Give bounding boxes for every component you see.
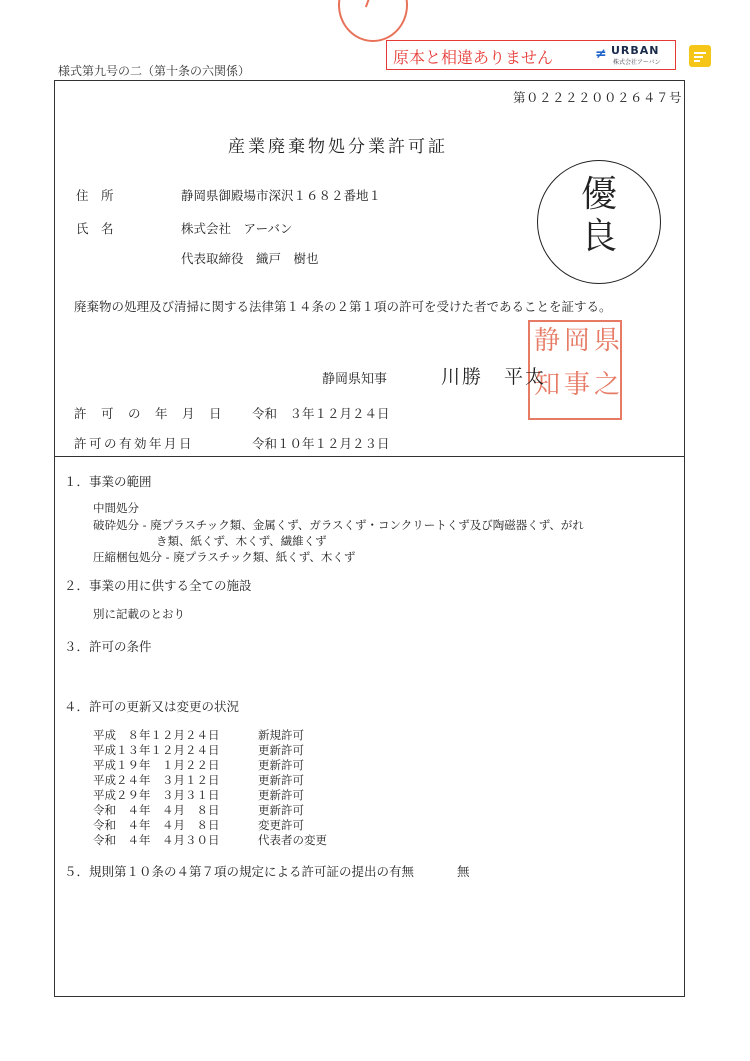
history-date: 令和 ４年 ４月 ８日 (93, 818, 220, 832)
urban-logo (595, 44, 673, 66)
section-1-line: 圧縮梱包処分 - 廃プラスチック類、紙くず、木くず (93, 550, 356, 564)
history-event: 更新許可 (258, 788, 304, 802)
seal-char-2: 良 (580, 216, 617, 257)
red-seal-char: 知 (534, 370, 561, 400)
address-label: 住 所 (76, 188, 114, 203)
history-date: 平成 ８年１２月２４日 (93, 728, 220, 742)
red-seal-char: 事 (564, 370, 591, 400)
company-name: 株式会社 アーバン (181, 221, 293, 236)
history-event: 更新許可 (258, 758, 304, 772)
logo-text: URBAN (611, 44, 660, 57)
history-date: 平成２９年 ３月３１日 (93, 788, 220, 802)
representative: 代表取締役 織戸 樹也 (181, 251, 319, 266)
divider (54, 456, 685, 457)
form-label: 様式第九号の二（第十条の六関係） (58, 64, 251, 78)
section-1-heading: １．事業の範囲 (64, 474, 152, 489)
name-label: 氏 名 (76, 221, 114, 236)
valid-date: 令和１０年１２月２３日 (252, 436, 390, 451)
permit-date: 令和 ３年１２月２４日 (252, 406, 390, 421)
copy-certification-stamp (386, 40, 676, 70)
history-date: 平成２４年 ３月１２日 (93, 773, 220, 787)
logo-subtext: 株式会社アーバン (613, 59, 661, 66)
history-date: 令和 ４年 ４月３０日 (93, 833, 220, 847)
history-date: 平成１９年 １月２２日 (93, 758, 220, 772)
history-event: 新規許可 (258, 728, 304, 742)
history-date: 平成１３年１２月２４日 (93, 743, 220, 757)
valid-date-label: 許可の有効年月日 (74, 436, 195, 451)
red-seal-char: 県 (594, 326, 621, 356)
history-event: 更新許可 (258, 743, 304, 757)
section-3-heading: ３．許可の条件 (64, 639, 152, 654)
section-1-line: 破砕処分 - 廃プラスチック類、金属くず、ガラスくず・コンクリートくず及び陶磁器くず、がれ (93, 518, 584, 532)
red-seal-char: 岡 (564, 326, 591, 356)
note-icon[interactable] (689, 45, 711, 67)
section-5-value: 無 (457, 864, 470, 879)
section-4-heading: ４．許可の更新又は変更の状況 (64, 699, 240, 714)
section-2-body: 別に記載のとおり (93, 607, 185, 621)
page-title: 産業廃棄物処分業許可証 (228, 137, 448, 157)
section-1-line: き類、紙くず、木くず、繊維くず (156, 534, 327, 548)
certification-statement: 廃棄物の処理及び清掃に関する法律第１４条の２第１項の許可を受けた者であることを証する。 (74, 299, 612, 314)
red-seal-char: 静 (534, 326, 561, 356)
section-2-heading: ２．事業の用に供する全ての施設 (64, 578, 252, 593)
copy-stamp-text: 原本と相違ありません (393, 48, 554, 67)
certificate-number: 第０２２２２００２６４７号 (512, 90, 682, 105)
permit-date-label: 許 可 の 年 月 日 (74, 406, 223, 421)
issuer-office: 静岡県知事 (322, 372, 388, 387)
history-event: 変更許可 (258, 818, 304, 832)
history-event: 更新許可 (258, 803, 304, 817)
history-date: 令和 ４年 ４月 ８日 (93, 803, 220, 817)
history-event: 更新許可 (258, 773, 304, 787)
top-stamp-fragment (338, 0, 408, 42)
address-value: 静岡県御殿場市深沢１６８２番地１ (181, 188, 382, 203)
seal-char-1: 優 (580, 174, 617, 215)
section-1-sub: 中間処分 (93, 501, 139, 515)
history-event: 代表者の変更 (258, 833, 327, 847)
issuer-name: 川勝 平太 (441, 366, 547, 388)
urban-logo-mark-icon: ≠ (595, 46, 607, 62)
red-seal-char: 之 (594, 370, 621, 400)
section-5-heading: ５．規則第１０条の４第７項の規定による許可証の提出の有無 (64, 864, 415, 879)
excellent-operator-seal (537, 160, 661, 284)
